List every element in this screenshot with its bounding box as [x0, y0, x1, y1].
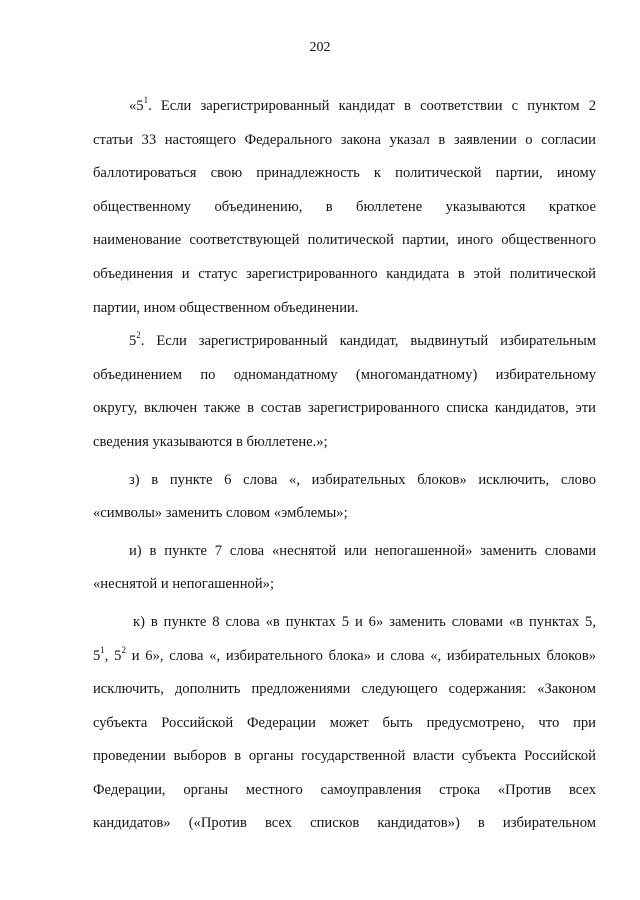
text-fragment: «5 — [129, 98, 144, 114]
text-line: исключить, дополнить предложениями следующего содержания: «Законом — [93, 681, 596, 698]
superscript: 2 — [136, 330, 141, 341]
superscript: 1 — [143, 95, 149, 106]
paragraph-i — [93, 535, 596, 602]
text-line: партии, ином общественном объединении. — [93, 299, 359, 316]
text-line: объединения и статус зарегистрированного кандидата в этой политической — [93, 265, 596, 282]
text-line: кандидатов» («Против всех списков кандидатов») в избирательном — [93, 815, 596, 832]
text-fragment: . Если зарегистрированный кандидат в соответствии с пунктом 2 — [148, 98, 596, 114]
text-line: сведения указываются в бюллетене.»; — [93, 433, 328, 450]
superscript: 1 — [100, 644, 105, 655]
page-number: 202 — [309, 40, 331, 55]
text-line: статьи 33 настоящего Федерального закона указал в заявлении о согласии — [93, 131, 596, 148]
text-line: общественному объединению, в бюллетене указываются краткое — [93, 198, 596, 215]
paragraph-5-2 — [93, 325, 596, 459]
paragraph-k — [93, 606, 596, 841]
text-line: «неснятой и непогашенной»; — [93, 576, 274, 593]
text-fragment: , 5 — [104, 647, 122, 664]
text-line — [93, 640, 596, 674]
document-body — [93, 90, 596, 841]
text-line — [93, 325, 596, 359]
paragraph-z — [93, 464, 596, 531]
text-line: з) в пункте 6 слова «, избирательных блоков» исключить, слово — [129, 471, 596, 488]
text-line: субъекта Российской Федерации может быть предусмотрено, что при — [93, 714, 596, 731]
text-line: проведении выборов в органы государственной власти субъекта Российской — [93, 748, 596, 765]
text-line — [93, 90, 596, 124]
text-line: Федерации, органы местного самоуправления строка «Против всех — [93, 781, 596, 798]
text-fragment: 5 — [129, 333, 137, 350]
text-fragment: и 6», слова «, избирательного блока» и слова «, избирательных блоков» — [125, 647, 597, 664]
text-line: наименование соответствующей политической партии, иного общественного — [93, 232, 596, 249]
superscript: 2 — [121, 644, 126, 655]
text-fragment: . Если зарегистрированный кандидат, выдвинутый избирательным — [140, 333, 596, 350]
text-line: «символы» заменить словом «эмблемы»; — [93, 505, 348, 522]
text-line: к) в пункте 8 слова «в пунктах 5 и 6» заменить словами «в пунктах 5, — [133, 613, 596, 630]
text-line: объединением по одномандатному (многомандатному) избирательному — [93, 366, 596, 383]
text-fragment: 5 — [93, 647, 101, 664]
paragraph-5-1 — [93, 90, 596, 325]
text-line: баллотироваться свою принадлежность к политической партии, иному — [93, 165, 596, 182]
text-line: и) в пункте 7 слова «неснятой или непогашенной» заменить словами — [129, 542, 596, 559]
text-line: округу, включен также в состав зарегистрированного списка кандидатов, эти — [93, 400, 596, 417]
